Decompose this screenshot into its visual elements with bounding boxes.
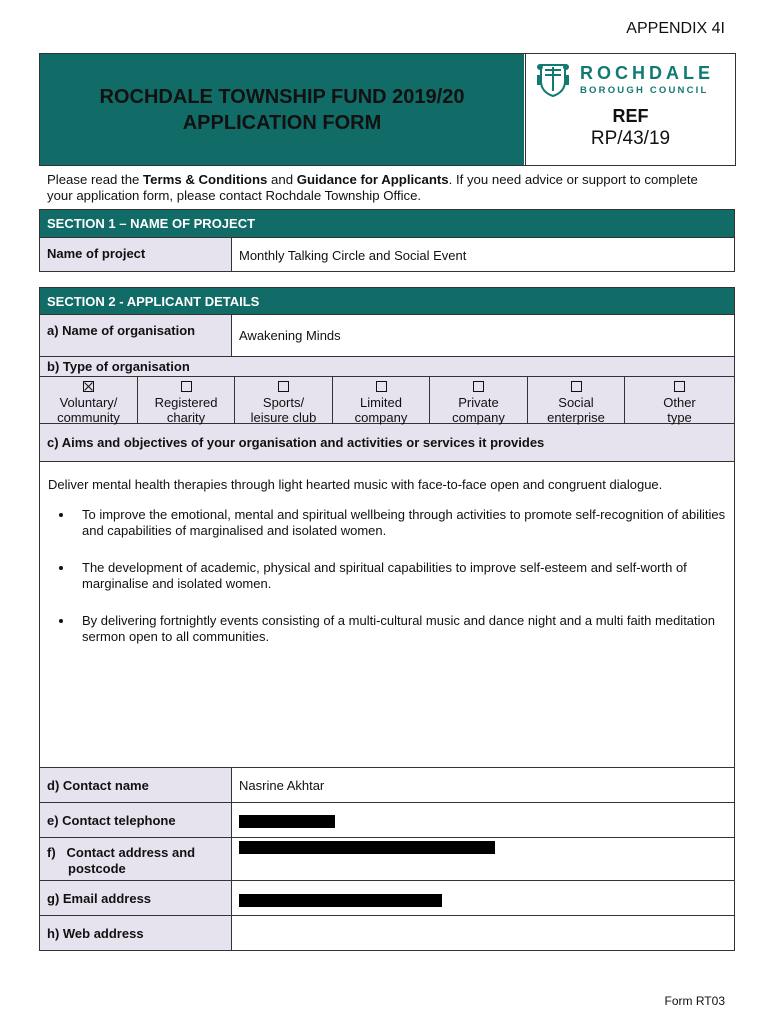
org-type-checkbox[interactable]	[571, 381, 582, 392]
aims-bullet: • By delivering fortnightly events consisting of a multi-cultural music and dance night and a multi faith meditation sermon open to all communities.	[74, 613, 726, 645]
org-type-option[interactable]	[528, 377, 625, 423]
org-name-field[interactable]: Awakening Minds	[239, 328, 341, 343]
aims-label: c) Aims and objectives of your organisation and activities or services it provides	[39, 424, 735, 462]
org-type-option[interactable]	[235, 377, 333, 423]
web-address-row	[39, 916, 735, 951]
terms-link: Terms & Conditions	[143, 172, 268, 187]
project-name-row	[39, 238, 735, 272]
org-name-label: a) Name of organisation	[40, 315, 232, 356]
intro-and: and	[267, 172, 297, 187]
org-type-checkbox[interactable]	[473, 381, 484, 392]
org-type-line2: company	[354, 410, 408, 425]
org-type-line1: Voluntary/	[59, 395, 118, 410]
org-type-label: b) Type of organisation	[39, 357, 735, 377]
contact-address-label	[40, 838, 232, 880]
form-title-line2: APPLICATION FORM	[182, 111, 382, 134]
form-code: Form RT03	[664, 994, 725, 1008]
project-name-label: Name of project	[40, 238, 232, 271]
form-header	[39, 53, 736, 166]
org-name-row	[39, 315, 735, 357]
org-type-line1: Social	[558, 395, 594, 410]
aims-list	[48, 507, 726, 645]
org-type-line1: Sports/	[262, 395, 305, 410]
org-type-checkbox[interactable]	[376, 381, 387, 392]
aims-bullet: • The development of academic, physical and spiritual capabilities to improve self-esteem and self-worth of marginalise and isolated women.	[74, 560, 726, 592]
org-type-line2: charity	[166, 410, 206, 425]
project-name-field[interactable]: Monthly Talking Circle and Social Event	[239, 248, 467, 263]
intro-pre: Please read the	[47, 172, 144, 187]
aims-bullet: • To improve the emotional, mental and spiritual wellbeing through activities to promote self-recognition of abilities and capabilities of marginalised and isolated women.	[74, 507, 726, 539]
contact-name-row	[39, 768, 735, 803]
org-type-line2: company	[452, 410, 505, 425]
email-field[interactable]	[232, 881, 734, 915]
aims-intro: Deliver mental health therapies through light hearted music with face-to-face open and congruent dialogue.	[48, 477, 663, 492]
org-type-option[interactable]	[138, 377, 235, 423]
intro-post: . If you need advice or support to complete your application form, please contact Rochdale Township Office.	[47, 172, 698, 203]
org-type-line1: Other	[663, 395, 696, 410]
crest-icon	[536, 61, 570, 97]
section-2	[39, 287, 735, 951]
email-row	[39, 881, 735, 916]
intro-text	[47, 172, 727, 204]
org-type-option[interactable]	[333, 377, 430, 423]
logo-subtitle: BOROUGH COUNCIL	[580, 85, 709, 96]
form-title	[40, 54, 524, 165]
logo-ref-box	[525, 54, 735, 165]
org-type-line2: type	[667, 410, 692, 425]
contact-tel-label: e) Contact telephone	[40, 803, 232, 837]
redaction-bar	[239, 815, 335, 828]
web-address-label: h) Web address	[40, 916, 232, 950]
contact-tel-field[interactable]	[232, 803, 734, 837]
council-logo	[536, 61, 726, 101]
contact-name-field[interactable]: Nasrine Akhtar	[239, 778, 325, 793]
org-type-line2: enterprise	[547, 410, 605, 425]
redaction-bar	[239, 841, 495, 854]
appendix-label: APPENDIX 4I	[626, 20, 725, 37]
org-type-checkbox[interactable]	[83, 381, 94, 392]
org-type-checkbox[interactable]	[674, 381, 685, 392]
form-title-line1: ROCHDALE TOWNSHIP FUND 2019/20	[99, 85, 465, 108]
logo-name: ROCHDALE	[580, 63, 714, 83]
aims-field[interactable]	[39, 462, 735, 768]
org-type-line2: leisure club	[250, 410, 317, 425]
section-2-heading: SECTION 2 - APPLICANT DETAILS	[39, 287, 735, 315]
org-type-line1: Limited	[360, 395, 402, 410]
org-type-checkbox[interactable]	[278, 381, 289, 392]
org-type-options	[39, 377, 735, 424]
contact-address-row	[39, 838, 735, 881]
contact-name-label: d) Contact name	[40, 768, 232, 802]
org-type-option[interactable]	[40, 377, 138, 423]
ref-label: REF	[612, 106, 649, 126]
org-type-line2: community	[57, 410, 120, 425]
org-type-checkbox[interactable]	[181, 381, 192, 392]
section-1	[39, 209, 735, 272]
email-label: g) Email address	[40, 881, 232, 915]
org-type-option[interactable]	[430, 377, 528, 423]
contact-tel-row	[39, 803, 735, 838]
section-1-heading: SECTION 1 – NAME OF PROJECT	[39, 209, 735, 238]
guidance-link: Guidance for Applicants	[296, 172, 449, 187]
contact-address-field[interactable]	[232, 838, 734, 880]
org-type-option[interactable]	[625, 377, 734, 423]
org-type-line1: Registered	[154, 395, 218, 410]
contact-address-label-line1: f) Contact address and	[47, 845, 196, 860]
contact-address-label-line2: postcode	[68, 861, 126, 876]
web-address-field[interactable]	[232, 916, 734, 950]
org-type-line1: Private	[458, 395, 499, 410]
ref-value: RP/43/19	[590, 128, 671, 149]
redaction-bar	[239, 894, 442, 907]
